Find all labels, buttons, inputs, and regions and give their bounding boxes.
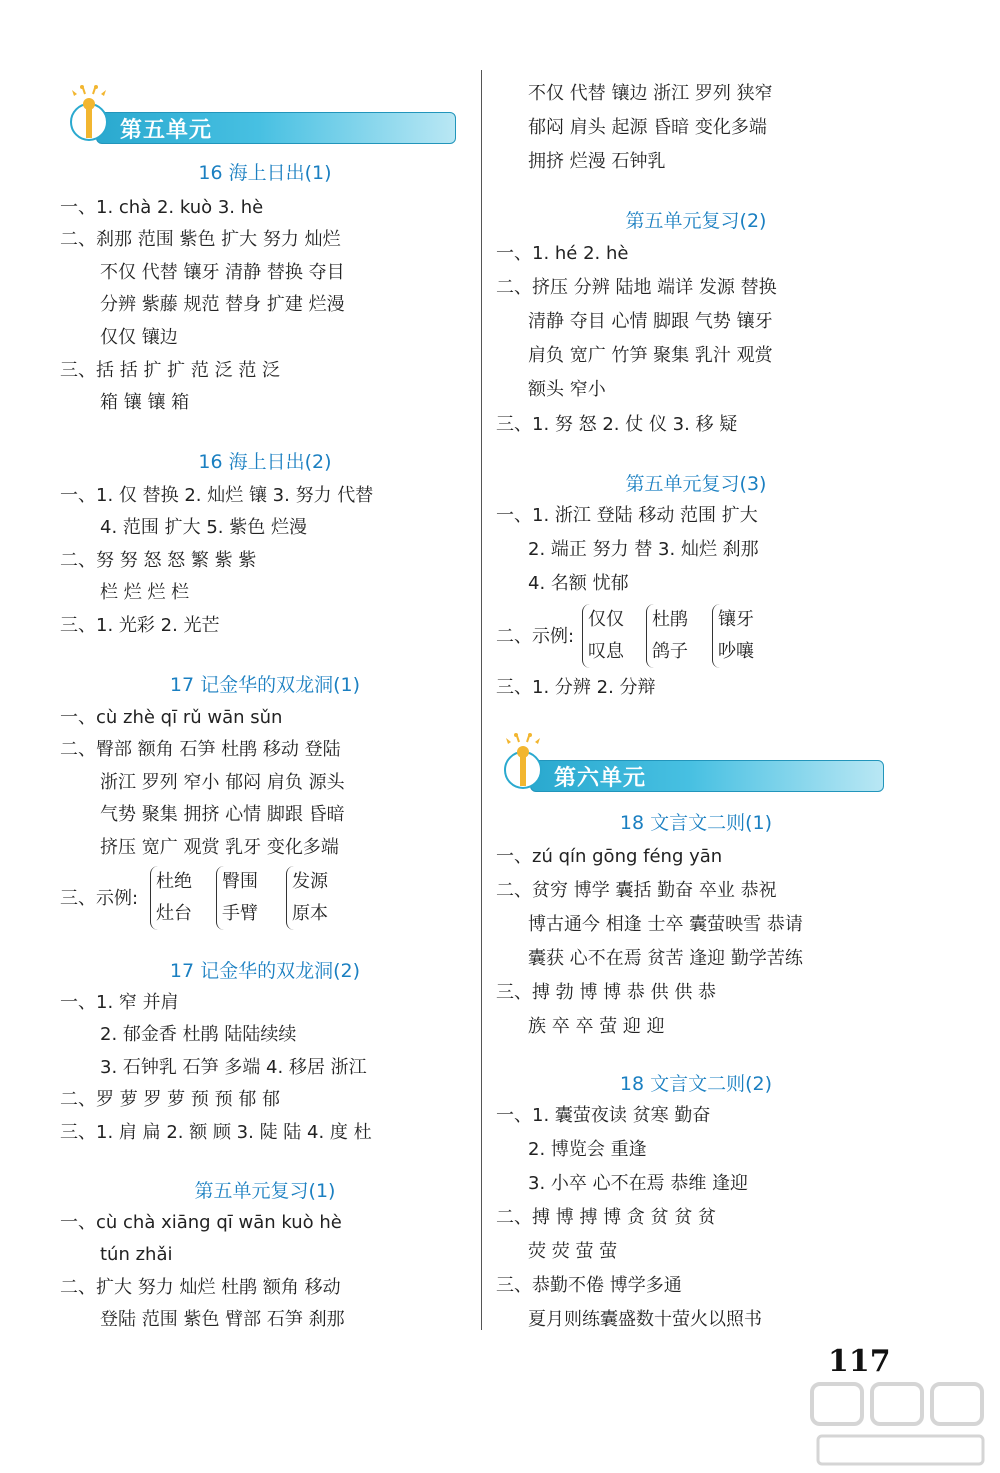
section-title-review-2: 第五单元复习(2) xyxy=(625,210,767,232)
answer-line: tún zhǎi xyxy=(100,1244,173,1265)
answer-line: 额头 窄小 xyxy=(528,379,606,400)
section-title-16-1: 16 海上日出(1) xyxy=(198,162,332,184)
unit-six-banner xyxy=(498,752,884,792)
answer-line: 一、1. 窄 并肩 xyxy=(60,992,179,1013)
brace-group xyxy=(582,604,624,668)
answer-line: 栏 烂 烂 栏 xyxy=(100,582,190,603)
answer-line: 3. 小卒 心不在焉 恭维 逢迎 xyxy=(528,1173,749,1194)
brace-word: 臀围 xyxy=(222,871,258,892)
answer-line: 三、恭勤不倦 博学多通 xyxy=(496,1275,682,1296)
answer-line: 一、1. hé 2. hè xyxy=(496,243,629,264)
answer-line: 囊获 心不在焉 贫苦 逢迎 勤学苦练 xyxy=(528,948,803,969)
brace-group xyxy=(150,866,192,930)
answer-line: 二、罗 萝 罗 萝 预 预 郁 郁 xyxy=(60,1089,281,1110)
section-title-16-2: 16 海上日出(2) xyxy=(198,451,332,473)
example-brace-row xyxy=(60,866,460,930)
giraffe-mascot-icon xyxy=(64,84,114,146)
example-label: 二、示例: xyxy=(496,626,575,647)
answer-line: 三、1. 光彩 2. 光芒 xyxy=(60,615,220,636)
unit-five-title: 第五单元 xyxy=(120,118,213,143)
section-title-review-3: 第五单元复习(3) xyxy=(625,473,767,495)
answer-line: 族 卒 卒 萤 迎 迎 xyxy=(528,1016,665,1037)
answer-line: 荧 荧 萤 萤 xyxy=(528,1241,618,1262)
brace-word: 杜鹃 xyxy=(652,609,688,630)
unit-six-title: 第六单元 xyxy=(554,766,647,791)
answer-line: 一、1. chà 2. kuò 3. hè xyxy=(60,197,264,218)
answer-line: 三、1. 分辨 2. 分辩 xyxy=(496,677,656,698)
answer-line: 一、1. 浙江 登陆 移动 范围 扩大 xyxy=(496,505,758,526)
answer-line: 二、挤压 分辨 陆地 端详 发源 替换 xyxy=(496,277,777,298)
answer-line: 拥挤 烂漫 石钟乳 xyxy=(528,151,666,172)
brace-group xyxy=(712,604,754,668)
brace-word: 仅仅 xyxy=(588,609,624,630)
brace-group xyxy=(646,604,688,668)
example-label: 三、示例: xyxy=(60,888,139,909)
answer-line: 二、努 努 怒 怒 繁 紫 紫 xyxy=(60,550,257,571)
answer-line: 箱 镶 镶 箱 xyxy=(100,392,190,413)
answer-line: 仅仅 镶边 xyxy=(100,327,178,348)
example-brace-row xyxy=(496,604,896,668)
answer-line: 三、1. 努 怒 2. 仗 仪 3. 移 疑 xyxy=(496,414,738,435)
answer-line: 气势 聚集 拥挤 心情 脚跟 昏暗 xyxy=(100,804,345,825)
answer-line: 三、括 括 扩 扩 范 泛 范 泛 xyxy=(60,360,281,381)
brace-word: 手臂 xyxy=(222,903,258,924)
watermark-logo xyxy=(808,1380,993,1470)
brace-word: 镶牙 xyxy=(718,609,754,630)
giraffe-mascot-icon xyxy=(498,732,548,794)
section-title-17-2: 17 记金华的双龙洞(2) xyxy=(169,960,361,982)
brace-word: 吵嚷 xyxy=(718,641,754,662)
answer-line: 2. 郁金香 杜鹃 陆陆续续 xyxy=(100,1024,297,1045)
page-number: 117 xyxy=(828,1344,891,1379)
brace-group xyxy=(216,866,258,930)
brace-word: 鸽子 xyxy=(652,641,688,662)
brace-word: 灶台 xyxy=(156,903,192,924)
answer-line: 一、zú qín gōng féng yān xyxy=(496,846,723,867)
column-divider xyxy=(481,70,482,1330)
brace-word: 杜绝 xyxy=(156,871,192,892)
section-title-17-1: 17 记金华的双龙洞(1) xyxy=(169,674,361,696)
section-title-18-1: 18 文言文二则(1) xyxy=(619,812,773,834)
answer-line: 肩负 宽广 竹笋 聚集 乳汁 观赏 xyxy=(528,345,773,366)
unit-five-banner xyxy=(64,104,456,144)
brace-word: 发源 xyxy=(292,871,328,892)
answer-line: 2. 博览会 重逢 xyxy=(528,1139,647,1160)
answer-line: 二、扩大 努力 灿烂 杜鹃 额角 移动 xyxy=(60,1277,341,1298)
answer-line: 二、贫穷 博学 囊括 勤奋 卒业 恭祝 xyxy=(496,880,777,901)
answer-line: 不仅 代替 镶边 浙江 罗列 狭窄 xyxy=(528,83,773,104)
answer-line: 3. 石钟乳 石笋 多端 4. 移居 浙江 xyxy=(100,1057,367,1078)
answer-line: 登陆 范围 紫色 臂部 石笋 刹那 xyxy=(100,1309,345,1330)
answer-line: 分辨 紫藤 规范 替身 扩建 烂漫 xyxy=(100,294,345,315)
answer-line: 2. 端正 努力 替 3. 灿烂 刹那 xyxy=(528,539,759,560)
answer-line: 一、cù zhè qī rǔ wān sǔn xyxy=(60,707,283,728)
answer-line: 一、1. 囊萤夜读 贫寒 勤奋 xyxy=(496,1105,711,1126)
answer-line: 不仅 代替 镶牙 清静 替换 夺目 xyxy=(100,262,345,283)
answer-line: 一、1. 仅 替换 2. 灿烂 镶 3. 努力 代替 xyxy=(60,485,374,506)
answer-line: 二、刹那 范围 紫色 扩大 努力 灿烂 xyxy=(60,229,341,250)
answer-line: 三、搏 勃 博 博 恭 供 供 恭 xyxy=(496,982,717,1003)
answer-line: 三、1. 肩 扁 2. 额 顾 3. 陡 陆 4. 度 杜 xyxy=(60,1122,372,1143)
answer-line: 夏月则练囊盛数十萤火以照书 xyxy=(528,1309,762,1330)
answer-line: 4. 名额 忧郁 xyxy=(528,573,629,594)
answer-line: 浙江 罗列 窄小 郁闷 肩负 源头 xyxy=(100,772,345,793)
answer-line: 郁闷 肩头 起源 昏暗 变化多端 xyxy=(528,117,767,138)
answer-line: 挤压 宽广 观赏 乳牙 变化多端 xyxy=(100,837,339,858)
section-title-review-1: 第五单元复习(1) xyxy=(194,1180,336,1202)
brace-group xyxy=(286,866,328,930)
answer-line: 二、搏 博 搏 博 贪 贫 贫 贫 xyxy=(496,1207,717,1228)
answer-line: 博古通今 相逢 士卒 囊萤映雪 恭请 xyxy=(528,914,803,935)
answer-line: 清静 夺目 心情 脚跟 气势 镶牙 xyxy=(528,311,773,332)
answer-line: 4. 范围 扩大 5. 紫色 烂漫 xyxy=(100,517,307,538)
brace-word: 原本 xyxy=(292,903,328,924)
brace-word: 叹息 xyxy=(588,641,624,662)
section-title-18-2: 18 文言文二则(2) xyxy=(619,1073,773,1095)
answer-line: 二、臀部 额角 石笋 杜鹃 移动 登陆 xyxy=(60,739,341,760)
answer-line: 一、cù chà xiāng qī wān kuò hè xyxy=(60,1212,342,1233)
